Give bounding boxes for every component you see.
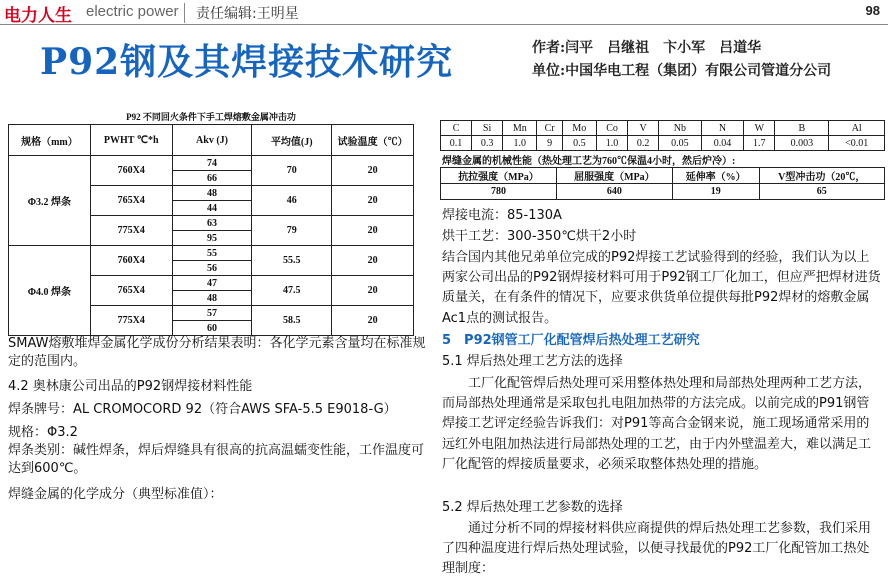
brand-logo: 电力人生 <box>4 6 72 26</box>
table-cell: 1.0 <box>597 136 628 151</box>
page-number: 98 <box>865 3 880 18</box>
table-header-cell: 屈服强度（MPa） <box>556 168 672 184</box>
table-header-cell: 平均值(J) <box>252 125 332 156</box>
akv-cell: 66 <box>172 171 252 186</box>
table-header-cell: B <box>775 121 829 136</box>
table-header-cell: Nb <box>659 121 702 136</box>
avg-cell: 46 <box>252 186 332 216</box>
table-cell: 0.04 <box>701 136 744 151</box>
table-cell: 19 <box>672 184 759 200</box>
spec-cell: Φ4.0 焊条 <box>9 246 91 336</box>
table-row <box>9 246 414 261</box>
table-cell: <0.01 <box>829 136 885 151</box>
table-cell: 9 <box>537 136 562 151</box>
avg-cell: 79 <box>252 216 332 246</box>
article-authors: 作者:闫平 吕继祖 卞小军 吕道华 <box>532 40 762 56</box>
table-header-cell: W <box>744 121 775 136</box>
akv-cell: 48 <box>172 291 252 306</box>
table-cell: 780 <box>441 184 557 200</box>
section-5-heading: 5 P92钢管工厂化配管焊后热处理工艺研究 <box>442 333 700 348</box>
pwht-cell: 775X4 <box>90 216 172 246</box>
akv-cell: 63 <box>172 216 252 231</box>
avg-cell: 47.5 <box>252 276 332 306</box>
editor-credit: 责任编辑:王明星 <box>196 6 299 22</box>
akv-cell: 47 <box>172 276 252 291</box>
table-row <box>441 184 885 200</box>
welding-current: 焊接电流：85-130A <box>442 208 562 223</box>
section-5-2-heading: 5.2 焊后热处理工艺参数的选择 <box>442 500 623 515</box>
baking-process: 烘干工艺：300-350℃烘干2小时 <box>442 229 637 244</box>
temp-cell: 20 <box>332 156 414 186</box>
table-cell: 0.5 <box>562 136 596 151</box>
body-paragraph: SMAW熔敷堆焊金属化学成份分析结果表明：各化学元素含量均在标准规定的范围内。 <box>8 336 426 369</box>
table1-title: P92 不同回火条件下手工焊熔敷金属冲击功 <box>126 112 296 122</box>
article-title: P92钢及其焊接技术研究 <box>40 41 454 83</box>
table-header-cell: 试验温度（℃） <box>332 125 414 156</box>
akv-cell: 55 <box>172 246 252 261</box>
table-header-cell: Mn <box>503 121 537 136</box>
pwht-cell: 760X4 <box>90 156 172 186</box>
table-cell: 0.1 <box>441 136 472 151</box>
table-header-cell: PWHT ℃*h <box>90 125 172 156</box>
mechanical-properties-table <box>440 167 885 200</box>
section-5-2-paragraph: 通过分析不同的焊接材料供应商提供的焊后热处理工艺参数，我们采用了四种温度进行焊后热处理试验，以便寻找最优的P92工厂化配管加工热处理制度： <box>442 521 872 577</box>
impact-energy-table <box>8 124 414 336</box>
table-header-cell: Co <box>597 121 628 136</box>
table-header-row <box>9 125 414 156</box>
table-row <box>9 156 414 171</box>
table-header-cell: V <box>628 121 659 136</box>
conclusion-paragraph: 结合国内其他兄弟单位完成的P92焊接工艺试验得到的经验，我们认为以上两家公司出品的P92钢焊接材料可用于P92钢工厂化加工，但应严把焊材进货质量关，在有条件的情况下，应要求供货单位提供每批P92焊材的熔敷金属Ac1点的测试报告。 <box>442 250 881 326</box>
table-header-cell: 规格（mm） <box>9 125 91 156</box>
table-header-cell: Akv (J) <box>172 125 252 156</box>
article-affiliation: 单位:中国华电工程（集团）有限公司管道分公司 <box>532 63 832 79</box>
avg-cell: 58.5 <box>252 306 332 336</box>
table-cell: 65 <box>759 184 884 200</box>
body-paragraph: 焊条牌号：AL CROMOCORD 92（符合AWS SFA-5.5 E9018-G） <box>8 402 397 417</box>
avg-cell: 55.5 <box>252 246 332 276</box>
section-5-1-paragraph: 工厂化配管焊后热处理可采用整体热处理和局部热处理两种工艺方法，而局部热处理通常是采取包扎电阻加热带的方法完成。以前完成的P91钢管焊接工艺评定经验告诉我们：对P91等高合金钢来说，施工现场通常采用的远红外电阻加热法进行局部热处理的工艺，由于内外壁温差大，难以满足工厂化配管的焊接质量要求，必须采取整体热处理的措施。 <box>442 376 872 472</box>
table-cell: 0.05 <box>659 136 702 151</box>
akv-cell: 57 <box>172 306 252 321</box>
pwht-cell: 765X4 <box>90 186 172 216</box>
pwht-cell: 775X4 <box>90 306 172 336</box>
table-header-row <box>441 121 885 136</box>
akv-cell: 44 <box>172 201 252 216</box>
akv-cell: 95 <box>172 231 252 246</box>
body-paragraph: 焊条类别：碱性焊条，焊后焊缝具有很高的抗高温蠕变性能，工作温度可达到600℃。 <box>8 443 425 476</box>
table-header-cell: C <box>441 121 472 136</box>
table-cell: 1.7 <box>744 136 775 151</box>
table-header-cell: Mo <box>562 121 596 136</box>
spec-cell: Φ3.2 焊条 <box>9 156 91 246</box>
brand-english: electric power <box>86 3 185 23</box>
avg-cell: 70 <box>252 156 332 186</box>
table-header-cell: Si <box>472 121 503 136</box>
body-paragraph: 焊缝金属的化学成分（典型标准值）： <box>8 487 223 502</box>
pwht-cell: 765X4 <box>90 276 172 306</box>
temp-cell: 20 <box>332 276 414 306</box>
body-paragraph: 规格：Φ3.2 <box>8 425 78 440</box>
table-header-cell: Cr <box>537 121 562 136</box>
table-header-cell: 延伸率（%） <box>672 168 759 184</box>
table-header-cell: V型冲击功（20℃， <box>759 168 884 184</box>
akv-cell: 56 <box>172 261 252 276</box>
temp-cell: 20 <box>332 306 414 336</box>
pwht-cell: 760X4 <box>90 246 172 276</box>
akv-cell: 74 <box>172 156 252 171</box>
akv-cell: 48 <box>172 186 252 201</box>
table-header-cell: 抗拉强度（MPa） <box>441 168 557 184</box>
temp-cell: 20 <box>332 186 414 216</box>
chemical-composition-table <box>440 120 885 151</box>
table-cell: 0.2 <box>628 136 659 151</box>
temp-cell: 20 <box>332 246 414 276</box>
table-cell: 0.003 <box>775 136 829 151</box>
section-5-1-heading: 5.1 焊后热处理工艺方法的选择 <box>442 354 623 369</box>
table-cell: 0.3 <box>472 136 503 151</box>
table-cell: 1.0 <box>503 136 537 151</box>
table-cell: 640 <box>556 184 672 200</box>
mechanical-properties-title: 焊缝金属的机械性能（热处理工艺为760℃保温4小时，然后炉冷）: <box>442 156 736 167</box>
table-header-cell: N <box>701 121 744 136</box>
table-header-cell: Al <box>829 121 885 136</box>
section-heading: 4.2 奥林康公司出品的P92钢焊接材料性能 <box>8 379 253 394</box>
akv-cell: 60 <box>172 321 252 336</box>
table-row <box>441 136 885 151</box>
table-header-row <box>441 168 885 184</box>
page-header <box>0 0 888 25</box>
temp-cell: 20 <box>332 216 414 246</box>
